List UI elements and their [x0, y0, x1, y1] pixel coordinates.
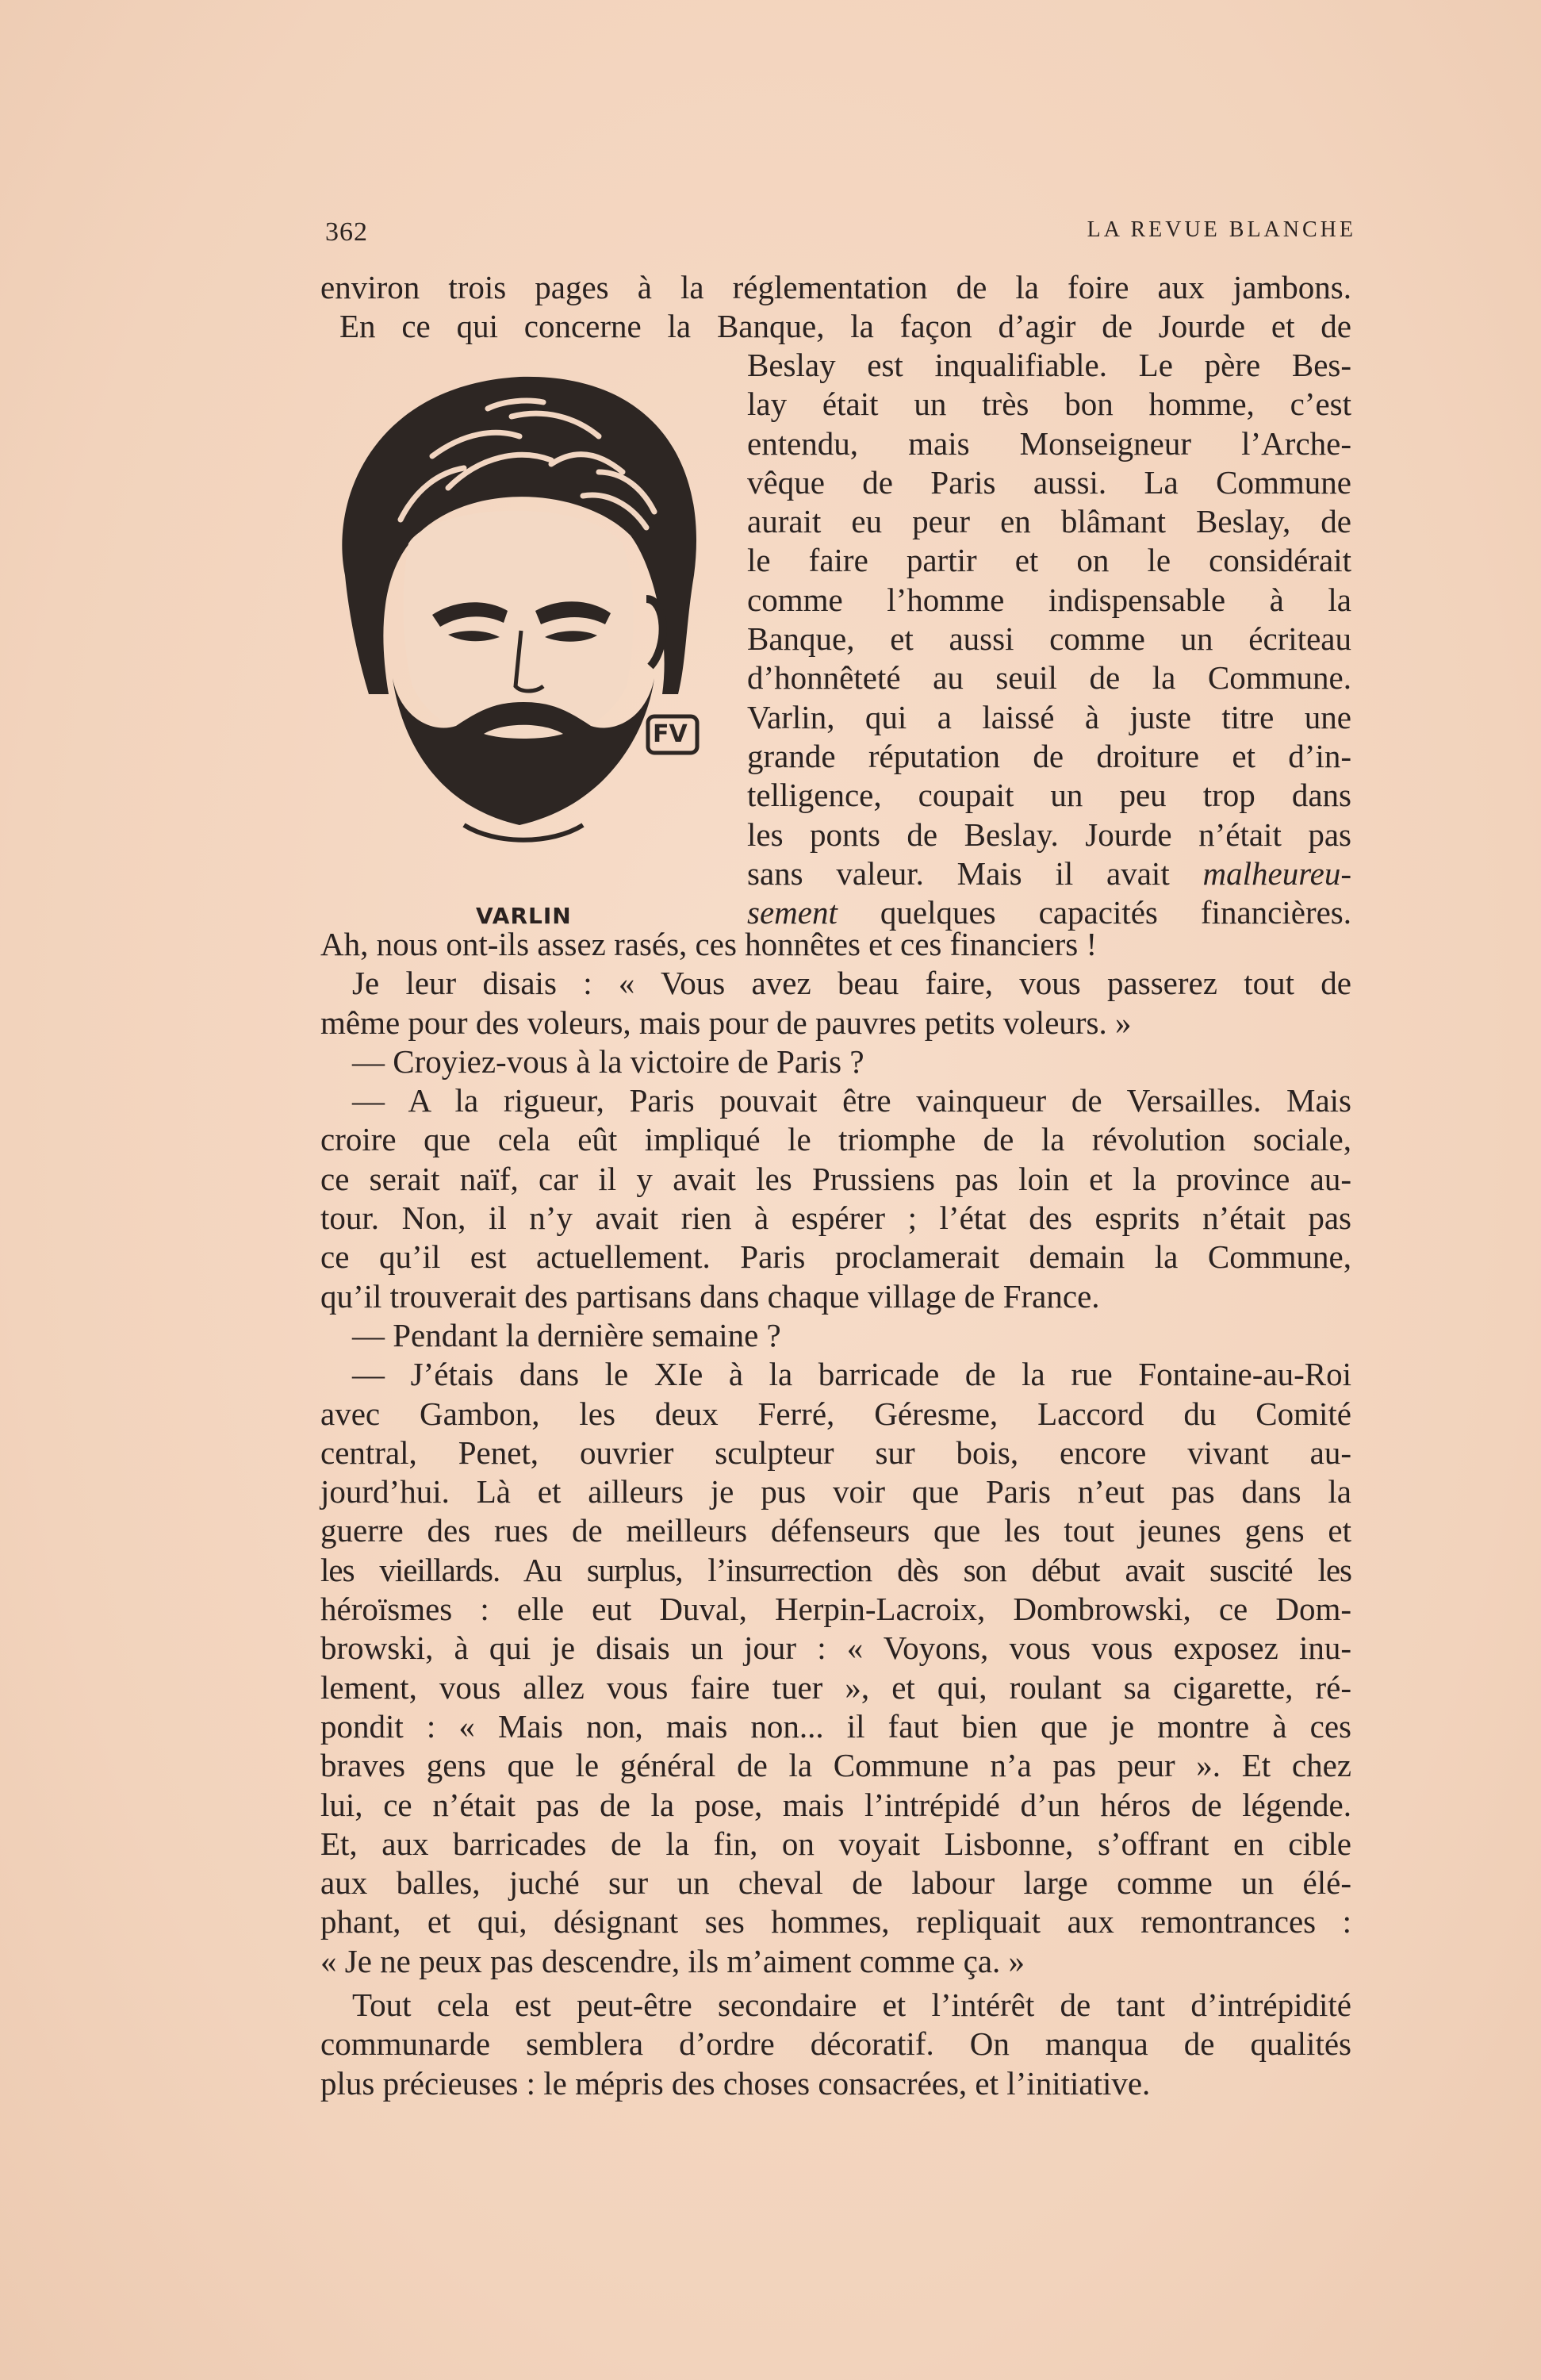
text-fragment: quelques capacités financières. — [880, 894, 1351, 931]
text-line: avec Gambon, les deux Ferré, Géresme, Laccord du Comité — [320, 1395, 1351, 1432]
text-line: telligence, coupait un peu trop dans — [747, 777, 1351, 814]
text-line: Tout cela est peut-être secondaire et l’intérêt de tant d’intrépidité — [352, 1987, 1351, 2024]
portrait-image — [313, 361, 726, 900]
text-line: — Pendant la dernière semaine ? — [352, 1316, 781, 1353]
text-line: environ trois pages à la réglementation de la foire aux jambons. — [320, 269, 1351, 305]
text-line: « Je ne peux pas descendre, ils m’aiment comme ça. » — [320, 1942, 1025, 1979]
text-line: phant, et qui, désignant ses hommes, repliquait aux remontrances : — [320, 1903, 1351, 1940]
text-line: ce qu’il est actuellement. Paris proclamerait demain la Commune, — [320, 1238, 1351, 1276]
text-line: — A la rigueur, Paris pouvait être vainqueur de Versailles. Mais — [352, 1082, 1351, 1119]
text-line: Je leur disais : « Vous avez beau faire, vous passerez tout de — [352, 965, 1351, 1002]
text-line: En ce qui concerne la Banque, la façon d’agir de Jourde et de — [339, 308, 1351, 344]
text-line: d’honnêteté au seuil de la Commune. — [747, 659, 1351, 697]
text-line: — J’étais dans le XIe à la barricade de la rue Fontaine-au-Roi — [352, 1356, 1351, 1393]
text-line: Varlin, qui a laissé à juste titre une — [747, 698, 1351, 735]
text-fragment: sans valeur. Mais il avait — [747, 854, 1170, 892]
text-line: grande réputation de droiture et d’in- — [747, 737, 1351, 774]
text-line: pondit : « Mais non, mais non... il faut bien que je montre à ces — [320, 1707, 1351, 1745]
text-line: entendu, mais Monseigneur l’Arche- — [747, 424, 1351, 462]
text-line: Et, aux barricades de la fin, on voyait Lisbonne, s’offrant en cible — [320, 1825, 1351, 1862]
italic-fragment: malheureu- — [1202, 854, 1352, 892]
text-line: les ponts de Beslay. Jourde n’était pas — [747, 816, 1351, 853]
text-line: lui, ce n’était pas de la pose, mais l’intrépidé d’un héros de légende. — [320, 1786, 1351, 1823]
running-header — [325, 217, 1356, 252]
text-line: le faire partir et on le considérait — [747, 542, 1351, 579]
text-line: même pour des voleurs, mais pour de pauvres petits voleurs. » — [320, 1004, 1132, 1041]
text-line: — Croyiez-vous à la victoire de Paris ? — [352, 1042, 864, 1080]
text-line: vêque de Paris aussi. La Commune — [747, 463, 1351, 501]
text-line — [747, 854, 1351, 893]
portrait-woodcut — [313, 361, 726, 900]
text-line: qu’il trouverait des partisans dans chaque village de France. — [320, 1277, 1100, 1315]
text-line: tour. Non, il n’y avait rien à espérer ; l’état des esprits n’était pas — [320, 1200, 1351, 1237]
text-line: Ah, nous ont-ils assez rasés, ces honnêtes et ces financiers ! — [320, 926, 1098, 962]
text-line: héroïsmes : elle eut Duval, Herpin-Lacroix, Dombrowski, ce Dom- — [320, 1591, 1351, 1628]
side-column — [747, 346, 1351, 932]
text-line: Banque, et aussi comme un écriteau — [747, 620, 1351, 658]
text-line: jourd’hui. Là et ailleurs je pus voir que Paris n’eut pas dans la — [320, 1473, 1351, 1511]
text-line: comme l’homme indispensable à la — [747, 581, 1351, 618]
text-line: ce serait naïf, car il y avait les Prussiens pas loin et la province au- — [320, 1160, 1351, 1197]
artist-monogram: FV — [653, 720, 688, 748]
text-line-wrap — [339, 307, 1351, 346]
figure-caption: VARLIN — [476, 903, 572, 929]
page-number: 362 — [325, 217, 368, 247]
text-line: croire que cela eût impliqué le triomphe de la révolution sociale, — [320, 1121, 1351, 1158]
running-title: LA REVUE BLANCHE — [1087, 217, 1356, 242]
text-line: plus précieuses : le mépris des choses consacrées, et l’initiative. — [320, 2064, 1151, 2102]
text-line: braves gens que le général de la Commune n’a pas peur ». Et chez — [320, 1747, 1351, 1784]
text-line: lement, vous allez vous faire tuer », et qui, roulant sa cigarette, ré- — [320, 1668, 1351, 1706]
text-line: central, Penet, ouvrier sculpteur sur bois, encore vivant au- — [320, 1434, 1351, 1471]
top-paragraph — [320, 268, 1351, 307]
text-line: les vieillards. Au surplus, l’insurrection dès son début avait suscité les — [320, 1551, 1351, 1588]
text-line: browski, à qui je disais un jour : « Voyons, vous vous exposez inu- — [320, 1630, 1351, 1667]
text-line: guerre des rues de meilleurs défenseurs que les tout jeunes gens et — [320, 1512, 1351, 1549]
text-line: lay était un très bon homme, c’est — [747, 386, 1351, 423]
text-line: communarde semblera d’ordre décoratif. On manqua de qualités — [320, 2025, 1351, 2063]
italic-fragment: sement — [747, 894, 838, 931]
text-line: aurait eu peur en blâmant Beslay, de — [747, 503, 1351, 540]
main-paragraphs — [320, 925, 1351, 2103]
text-line: Beslay est inqualifiable. Le père Bes- — [747, 347, 1351, 383]
text-line: aux balles, juché sur un cheval de labour large comme un élé- — [320, 1864, 1351, 1902]
